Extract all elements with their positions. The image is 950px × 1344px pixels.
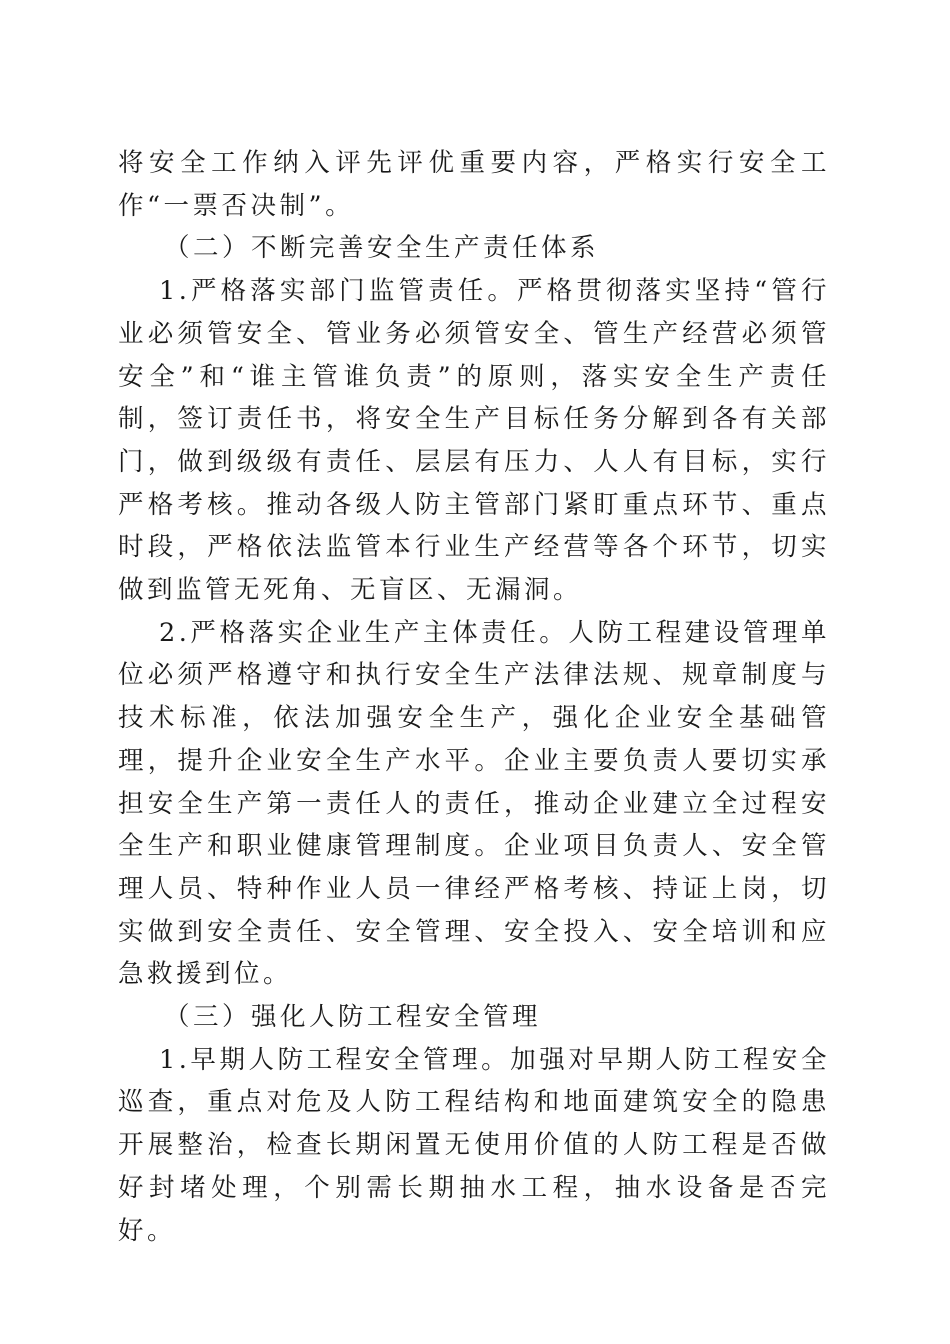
paragraph-early-project-safety: 1.早期人防工程安全管理。加强对早期人防工程安全巡查，重点对危及人防工程结构和地面建筑安全的隐患开展整治，检查长期闲置无使用价值的人防工程是否做好封堵处理，个别需长期抽水工程，抽水设备是否完好。 — [118, 1044, 830, 1246]
document-body — [118, 142, 830, 1252]
paragraph-enterprise-responsibility: 2.严格落实企业生产主体责任。人防工程建设管理单位必须严格遵守和执行安全生产法律法规、规章制度与技术标准，依法加强安全生产，强化企业安全基础管理，提升企业安全生产水平。企业主要负责人要切实承担安全生产第一责任人的责任，推动企业建立全过程安全生产和职业健康管理制度。企业项目负责人、安全管理人员、特种作业人员一律经严格考核、持证上岗，切实做到安全责任、安全管理、安全投入、安全培训和应急救援到位。 — [118, 617, 830, 990]
paragraph-department-supervision: 1.严格落实部门监管责任。严格贯彻落实坚持“管行业必须管安全、管业务必须管安全、管生产经营必须管安全”和“谁主管谁负责”的原则，落实安全生产责任制，签订责任书，将安全生产目标任务分解到各有关部门，做到级级有责任、层层有压力、人人有目标，实行严格考核。推动各级人防主管部门紧盯重点环节、重点时段，严格依法监管本行业生产经营等各个环节，切实做到监管无死角、无盲区、无漏洞。 — [118, 276, 830, 606]
section-heading-3: （三）强化人防工程安全管理 — [164, 1002, 542, 1033]
section-heading-2: （二）不断完善安全生产责任体系 — [164, 233, 600, 264]
paragraph-continuation: 将安全工作纳入评先评优重要内容，严格实行安全工作“一票否决制”。 — [118, 148, 830, 221]
